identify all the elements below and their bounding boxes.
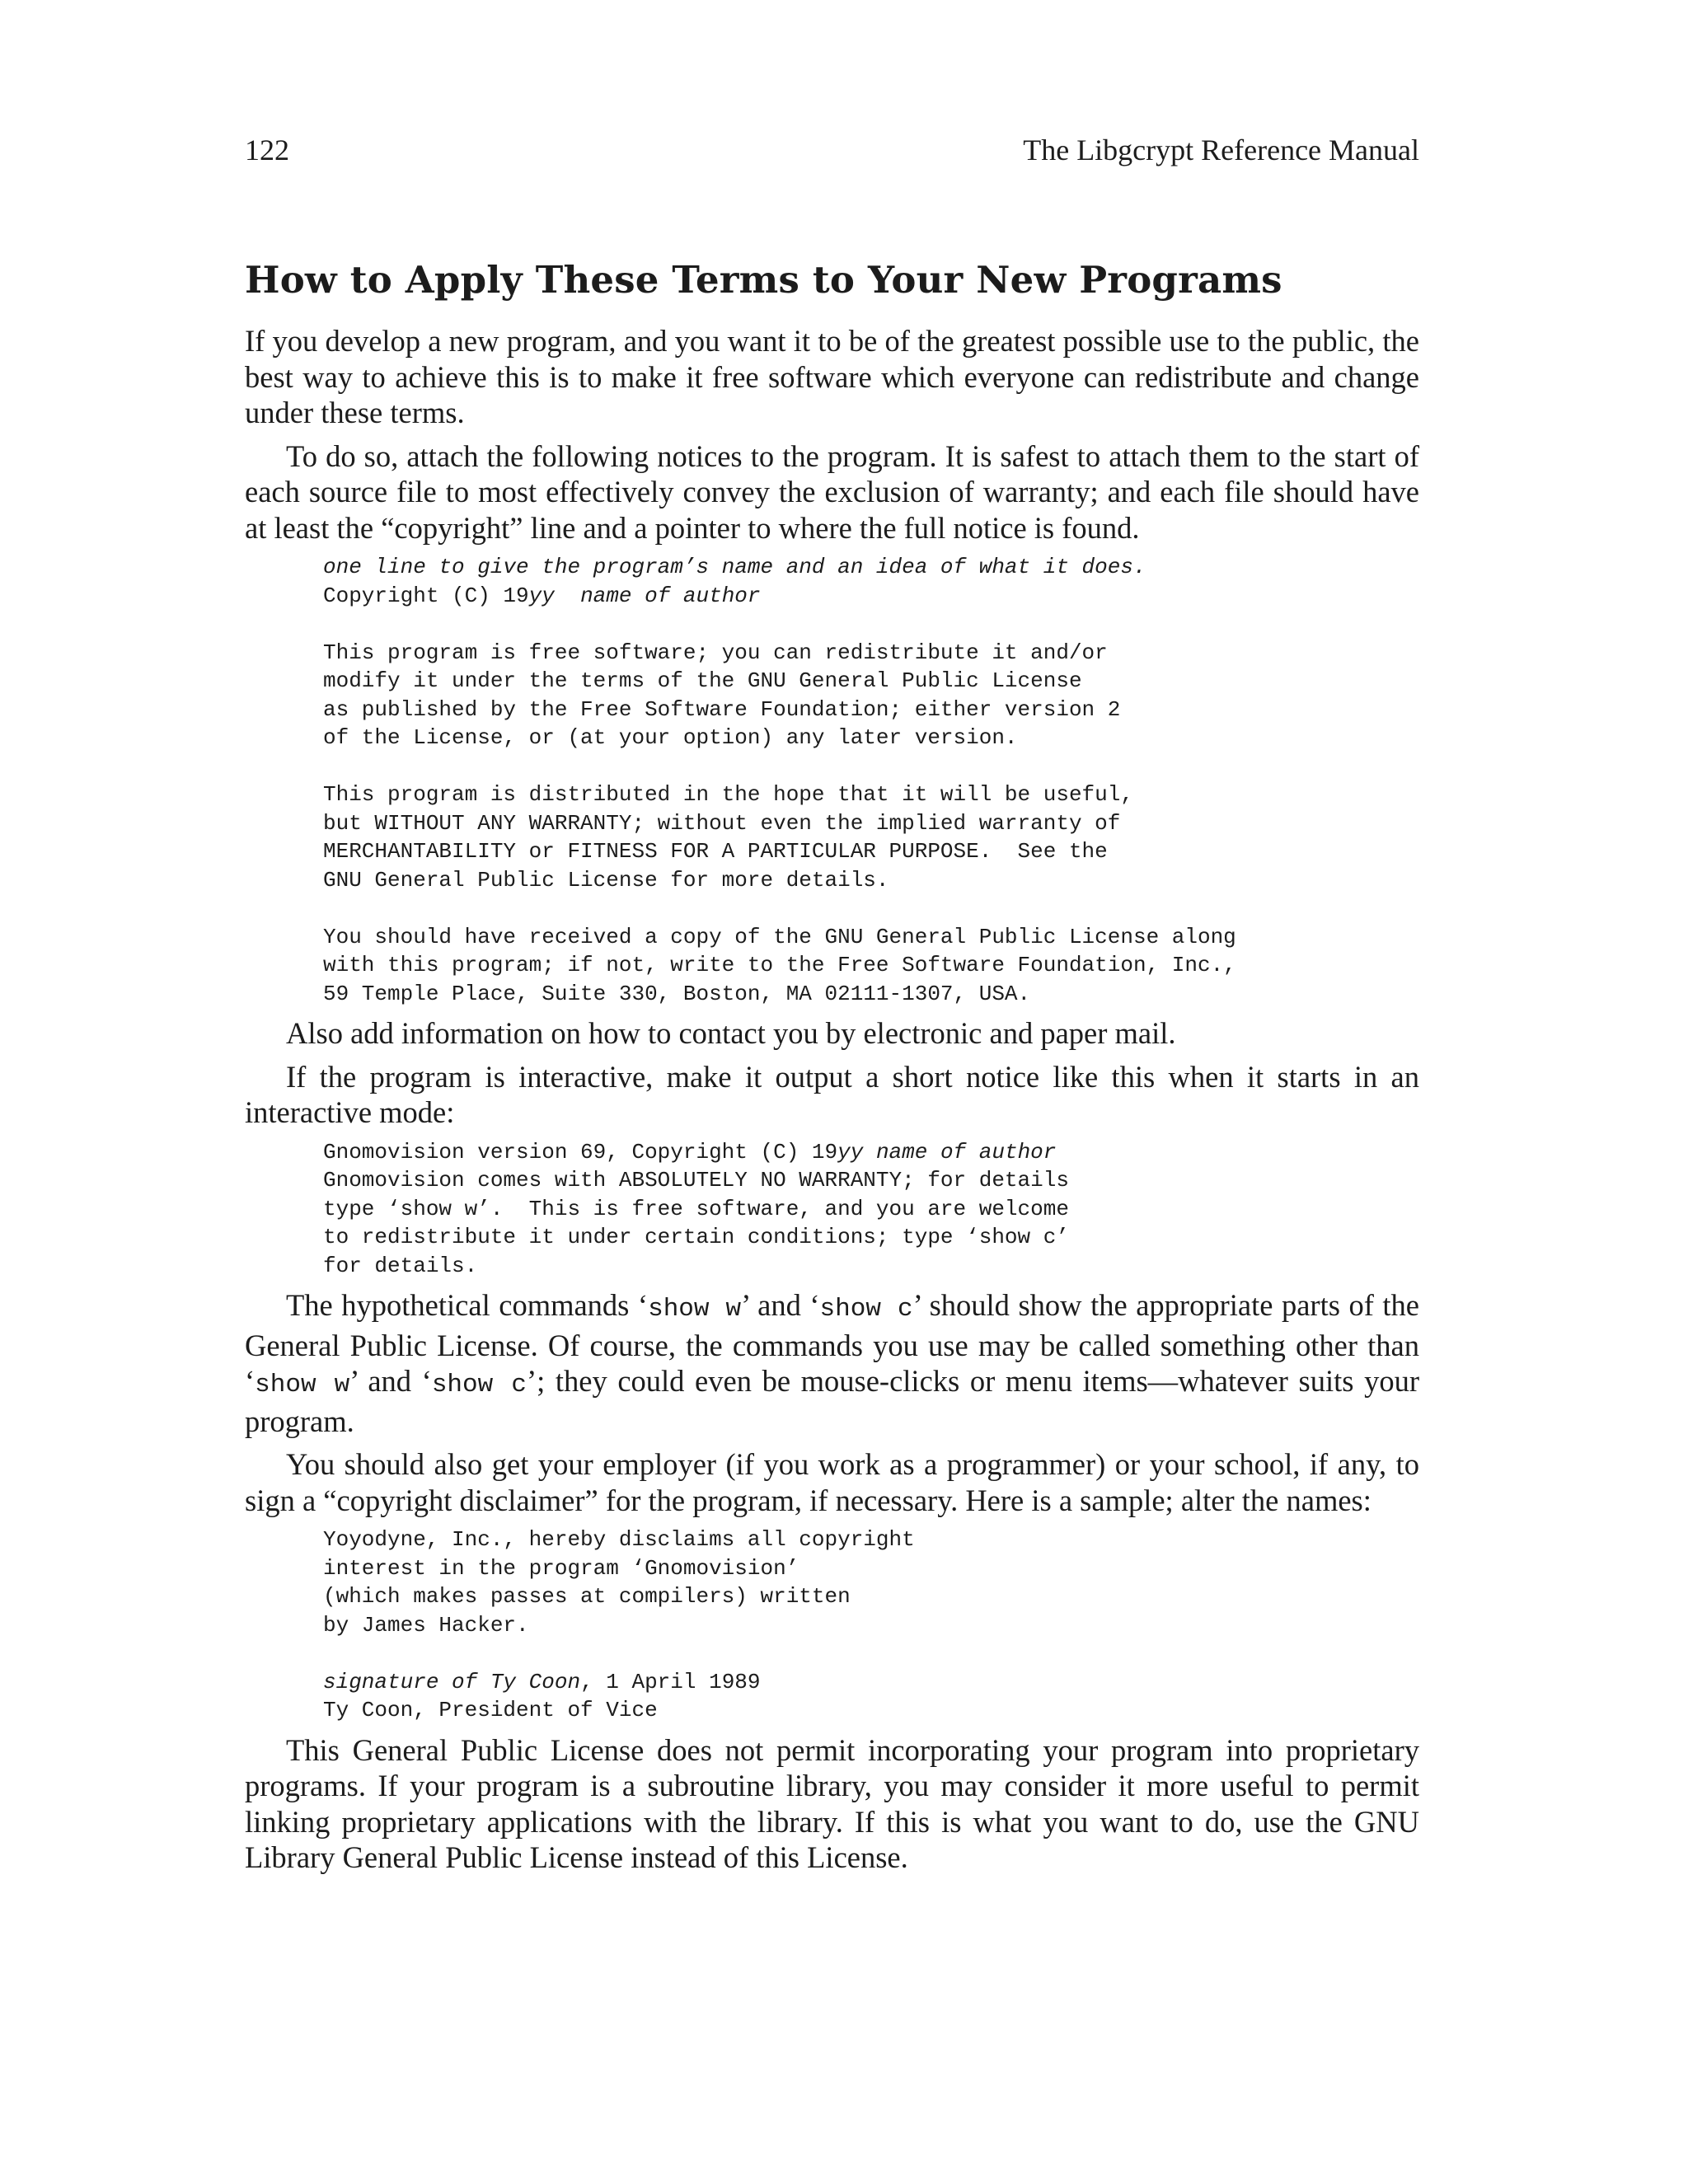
license-notice-block xyxy=(323,553,1419,1008)
notice-line: This program is free software; you can redistribute it and/or xyxy=(323,640,1108,665)
paragraph-interactive-mode: If the program is interactive, make it output a short notice like this when it starts in an interactive mode: xyxy=(245,1059,1419,1129)
interactive-author-placeholder: name of author xyxy=(875,1139,1057,1165)
show-commands-text: ’ and ‘ xyxy=(349,1364,432,1398)
notice-line: modify it under the terms of the GNU General Public License xyxy=(323,668,1082,693)
paragraph-proprietary-programs: This General Public License does not permit incorporating your program into proprietary programs. If your program is a subroutine library, you may consider it more useful to permit linking proprietary applications with the library. If this is what you want to do, use the GNU Library General Public License instead of this License. xyxy=(245,1732,1419,1874)
interactive-space xyxy=(863,1140,876,1165)
disclaimer-signature-placeholder: signature of Ty Coon xyxy=(323,1669,581,1694)
command-show-c: show c xyxy=(819,1295,913,1324)
interactive-line: to redistribute it under certain conditions; type ‘show c’ xyxy=(323,1225,1069,1249)
disclaimer-line: Yoyodyne, Inc., hereby disclaims all copyright xyxy=(323,1527,915,1552)
interactive-line-prefix: Gnomovision version 69, Copyright (C) 19 xyxy=(323,1139,838,1165)
running-title: The Libgcrypt Reference Manual xyxy=(1023,134,1419,166)
notice-author-placeholder: name of author xyxy=(580,583,761,608)
page-content xyxy=(245,251,1419,1883)
paragraph-intro: If you develop a new program, and you want it to be of the greatest possible use to the public, the best way to achieve this is to make it free software which everyone can redistribute and change under these terms. xyxy=(245,324,1419,429)
paragraph-show-commands xyxy=(245,1287,1419,1439)
command-show-w: show w xyxy=(648,1295,742,1324)
disclaimer-date: , 1 April 1989 xyxy=(580,1669,761,1694)
interactive-line: Gnomovision comes with ABSOLUTELY NO WARRANTY; for details xyxy=(323,1168,1069,1193)
show-commands-text: The hypothetical commands ‘ xyxy=(286,1288,649,1322)
show-commands-text: ’ and ‘ xyxy=(741,1288,820,1322)
notice-line: MERCHANTABILITY or FITNESS FOR A PARTICULAR PURPOSE. See the xyxy=(323,839,1108,864)
disclaimer-president: Ty Coon, President of Vice xyxy=(323,1698,658,1722)
notice-line: You should have received a copy of the GNU General Public License along xyxy=(323,924,1236,949)
notice-line: but WITHOUT ANY WARRANTY; without even the implied warranty of xyxy=(323,810,1121,836)
disclaimer-line: by James Hacker. xyxy=(323,1612,529,1638)
notice-gap xyxy=(555,583,580,608)
interactive-line: for details. xyxy=(323,1253,478,1278)
disclaimer-line: interest in the program ‘Gnomovision’ xyxy=(323,1555,799,1581)
paragraph-contact-info: Also add information on how to contact you by electronic and paper mail. xyxy=(286,1016,1176,1050)
notice-line: GNU General Public License for more details. xyxy=(323,867,889,893)
notice-copyright-prefix: Copyright (C) 19 xyxy=(323,583,529,608)
notice-year-placeholder: yy xyxy=(528,583,555,608)
command-show-w: show w xyxy=(255,1371,350,1399)
notice-line: as published by the Free Software Foundation; either version 2 xyxy=(323,696,1121,722)
paragraph-attach-notices: To do so, attach the following notices to the program. It is safest to attach them to the start of each source file to most effectively convey the exclusion of warranty; and each file should have at least the “copyright” line and a pointer to where the full notice is found. xyxy=(245,438,1419,545)
page-number: 122 xyxy=(245,134,289,166)
notice-line: of the License, or (at your option) any later version. xyxy=(323,725,1018,750)
interactive-notice-block xyxy=(323,1138,1419,1281)
section-title: How to Apply These Terms to Your New Programs xyxy=(245,258,1282,302)
notice-line: This program is distributed in the hope that it will be useful, xyxy=(323,782,1133,807)
show-commands-text: ’; they could even be mouse-clicks or menu items—whatever suits your program. xyxy=(245,1364,1420,1438)
copyright-disclaimer-block xyxy=(323,1526,1419,1725)
notice-line-program-name: one line to give the program’s name and an idea of what it does. xyxy=(323,555,1146,579)
notice-line: 59 Temple Place, Suite 330, Boston, MA 02111-1307, USA. xyxy=(323,981,1031,1006)
disclaimer-line: (which makes passes at compilers) written xyxy=(323,1584,851,1609)
notice-line: with this program; if not, write to the Free Software Foundation, Inc., xyxy=(323,953,1236,977)
interactive-year-placeholder: yy xyxy=(837,1139,864,1165)
interactive-line: type ‘show w’. This is free software, and you are welcome xyxy=(323,1196,1069,1221)
page-header xyxy=(245,132,1419,168)
show-commands-text: ’ should show the appropriate parts of the General Public License. Of course, the commands you use may be called something other than ‘ xyxy=(245,1288,1419,1398)
paragraph-employer-disclaimer: You should also get your employer (if you work as a programmer) or your school, if any, to sign a “copyright disclaimer” for the program, if necessary. Here is a sample; alter the names: xyxy=(245,1447,1419,1517)
command-show-c: show c xyxy=(431,1371,527,1399)
